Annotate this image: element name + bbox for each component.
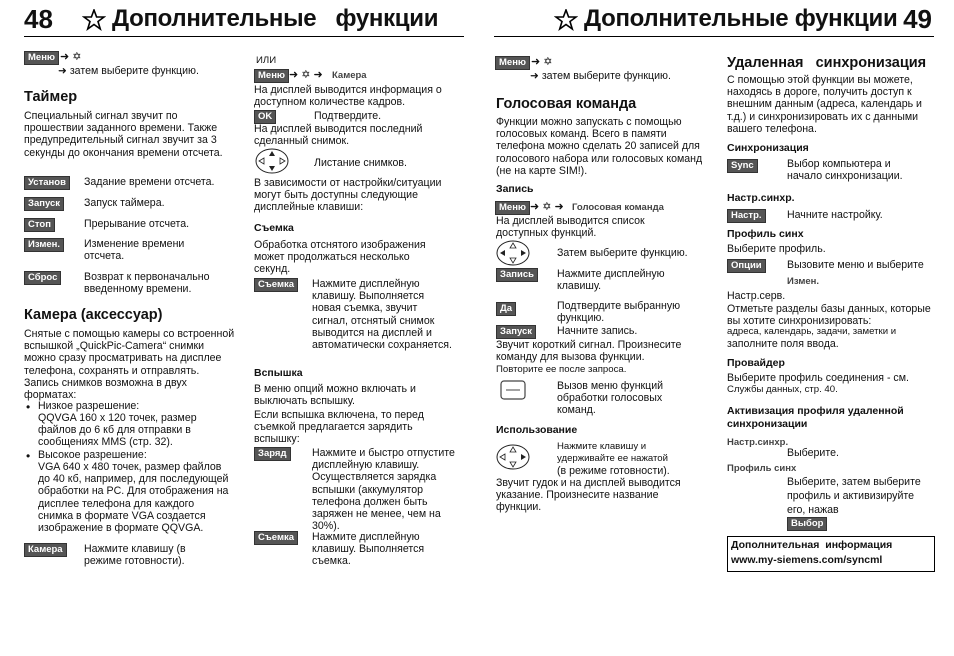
voice-p2: Звучит короткий сигнал. Произнесите команду для вызова функции.	[496, 339, 682, 364]
use-nav-text3: (в режиме готовности).	[557, 465, 670, 477]
timer-change-text: Изменение времени отсчета.	[84, 238, 185, 263]
settings-key-text: Начните настройку.	[787, 209, 883, 221]
voice-p4: Звучит гудок и на дисплей выводится указание. Произнесите название функции.	[496, 477, 681, 514]
voice-path-end: Голосовая команда	[572, 202, 664, 213]
camera-bullet1-text: QQVGA 160 x 120 точек, размер файлов до 6 кб для отправки в сообщениях MMS (стр. 32).	[38, 412, 197, 449]
sync-heading: Удаленная синхронизация	[727, 55, 927, 71]
act-key3: Выбор	[787, 517, 827, 531]
use-heading: Использование	[496, 424, 578, 436]
provider-heading: Провайдер	[727, 357, 785, 369]
camera-intro: Снятые с помощью камеры со встроенной вспышкой „QuickPic-Camera“ снимки можно сразу просматривать на дисплее телефона, сохранять и отправлять. Запись снимков возможна в двух форматах:	[24, 328, 235, 402]
or-label: ИЛИ	[256, 55, 277, 66]
menu-path-then: затем выберите функцию.	[541, 70, 671, 82]
timer-change-key: Измен.	[24, 238, 64, 252]
voice-intro: Функции можно запускать с помощью голосовых команд. Всего в памяти телефона можно сделать 20 записей для голосового набора или голосовых команд (не на карте SIM!).	[496, 116, 703, 177]
sync-p1: Отметьте разделы базы данных, которые вы хотите синхронизировать:	[727, 303, 931, 328]
menu-function-icon	[500, 380, 526, 405]
flash-heading: Вспышка	[254, 367, 303, 379]
activate-heading: Активизация профиля удаленной синхронизации	[727, 405, 904, 430]
timer-stop-key: Стоп	[24, 218, 55, 232]
record-key: Запись	[496, 268, 538, 282]
menu-path-then: затем выберите функцию.	[69, 65, 199, 77]
voice-heading: Голосовая команда	[496, 96, 637, 112]
yes-key-text: Подтвердите выбранную функцию.	[557, 300, 681, 325]
timer-start-key: Запуск	[24, 197, 64, 211]
shoot-key: Съемка	[254, 278, 298, 292]
options-key-text: Вызовите меню и выберите	[787, 259, 924, 271]
camera-path-end: Камера	[332, 70, 367, 81]
menu-path-text: ➜ затем выберите функцию.	[58, 65, 199, 77]
settings-key: Настр.	[727, 209, 766, 223]
navigation-key-icon	[496, 444, 530, 470]
bullet: •	[26, 400, 31, 414]
left-page-header	[24, 4, 464, 37]
menu-path-text: ➜ затем выберите функцию.	[530, 70, 671, 82]
left-page-number: 48	[24, 4, 53, 34]
sync-key: Sync	[727, 159, 758, 173]
info-url: www.my-siemens.com/syncml	[731, 554, 883, 566]
shoot-key-text: Нажмите дисплейную клавишу. Выполняется новая съемка, звучит сигнал, отснятый снимок выводится на дисплей и автоматически сохраняется.	[312, 278, 452, 352]
sync-p1c: заполните поля ввода.	[727, 338, 839, 350]
right-page-title: Дополнительные функции	[584, 5, 898, 32]
record-key-text: Нажмите дисплейную клавишу.	[557, 268, 665, 293]
yes-key: Да	[496, 302, 516, 316]
timer-set-text: Задание времени отсчета.	[84, 176, 215, 188]
right-page-number: 49	[903, 4, 932, 34]
right-page-header	[494, 4, 934, 37]
settings-heading: Настр.синхр.	[727, 192, 795, 204]
star-icon	[82, 9, 106, 36]
record-heading: Запись	[496, 183, 534, 195]
left-page-title: Дополнительные функции	[112, 5, 439, 32]
camera-bullet2-title: Высокое разрешение:	[38, 449, 147, 461]
sync-subheading: Синхронизация	[727, 142, 809, 154]
act-text2: Выберите, затем выберите профиль и активизируйте его, нажав	[787, 476, 921, 516]
timer-intro: Специальный сигнал звучит по прошествии заданного времени. Также предупредительный сигнал звучит за 3 секунды до окончания времени отсчета.	[24, 110, 223, 159]
camera-heading: Камера (аксессуар)	[24, 307, 163, 323]
arrow-icon: ➜ ✡	[60, 51, 82, 63]
menu-key: Меню	[254, 69, 289, 83]
shoot-heading: Съемка	[254, 222, 294, 234]
voice-nav-text: Затем выберите функцию.	[557, 247, 688, 259]
menu-key: Меню	[495, 56, 530, 70]
star-icon	[554, 9, 578, 36]
sync-intro: С помощью этой функции вы можете, находясь в дороге, получить доступ к внешним данным (адреса, календарь и т.д.) и синхронизировать их с данными вашего телефона.	[727, 74, 922, 135]
provider-text: Выберите профиль соединения - см.	[727, 372, 909, 384]
use-nav-text1: Нажмите клавишу и	[557, 441, 647, 452]
camera-key: Камера	[24, 543, 67, 557]
change-key: Измен.	[787, 276, 820, 287]
menu-key: Меню	[495, 201, 530, 215]
ok-key: OK	[254, 110, 276, 124]
shoot2-key: Съемка	[254, 531, 298, 545]
profile-text: Выберите профиль.	[727, 243, 826, 255]
col2-p2: На дисплей выводится последний сделанный снимок.	[254, 123, 423, 148]
shoot-text: Обработка отснятого изображения может продолжаться несколько секунд.	[254, 239, 426, 276]
col2-p3: В зависимости от настройки/ситуации могут быть доступны следующие дисплейные клавиши:	[254, 177, 442, 214]
arrow-icon: ➜ ✡	[531, 56, 553, 68]
timer-set-key: Установ	[24, 176, 70, 190]
provider-text2: Службы данных, стр. 40.	[727, 384, 838, 395]
profile-heading: Профиль синх	[727, 228, 804, 240]
flash-text2: Если вспышка включена, то перед съемкой предлагается зарядить вспышку:	[254, 409, 424, 446]
start-key: Запуск	[496, 325, 536, 339]
navigation-key-icon	[255, 148, 289, 174]
charge-text: Нажмите и быстро отпустите дисплейную клавишу. Осуществляется зарядка вспышки (аккумулятор телефона должен быть заряжен не менее, чем на 30%).	[312, 447, 455, 533]
bullet: •	[26, 449, 31, 463]
timer-heading: Таймер	[24, 89, 78, 105]
flash-text1: В меню опций можно включать и выключать вспышку.	[254, 383, 416, 408]
voice-p3: Вызов меню функций обработки голосовых команд.	[557, 380, 664, 417]
navigation-key-icon	[496, 240, 530, 266]
ok-text: Подтвердите.	[314, 110, 382, 122]
act-text1: Выберите.	[787, 447, 839, 459]
timer-reset-key: Сброс	[24, 271, 61, 285]
nav-text: Листание снимков.	[314, 157, 407, 169]
timer-stop-text: Прерывание отсчета.	[84, 218, 190, 230]
act-key2: Профиль синх	[727, 463, 797, 474]
voice-p2b: Повторите ее после запроса.	[496, 364, 627, 375]
shoot2-text: Нажмите дисплейную клавишу. Выполняется съемка.	[312, 531, 425, 568]
server-text: Настр.серв.	[727, 290, 786, 302]
arrow-icon: ➜ ✡ ➜	[289, 69, 323, 81]
camera-bullet2-text: VGA 640 x 480 точек, размер файлов до 40 кб, например, для последующей обработки на PC. Для отображения на дисплее телефона для каждого снимка в формате VGA создается изображение в формате QQVGA.	[38, 461, 229, 535]
voice-p1: На дисплей выводится список доступных функций.	[496, 215, 645, 240]
charge-key: Заряд	[254, 447, 291, 461]
start-key-text: Начните запись.	[557, 325, 638, 337]
camera-bullet1-title: Низкое разрешение:	[38, 400, 140, 412]
timer-start-text: Запуск таймера.	[84, 197, 165, 209]
sync-key-text: Выбор компьютера и начало синхронизации.	[787, 158, 903, 183]
act-key1: Настр.синхр.	[727, 437, 789, 448]
col2-p1: На дисплей выводится информация о доступном количестве кадров.	[254, 84, 442, 109]
sync-p1b: адреса, календарь, задачи, заметки и	[727, 326, 897, 337]
timer-reset-text: Возврат к первоначально введенному времени.	[84, 271, 210, 296]
options-key: Опции	[727, 259, 766, 273]
info-title: Дополнительная информация	[731, 539, 893, 551]
use-nav-text2: удерживайте ее нажатой	[557, 453, 668, 464]
camera-key-text: Нажмите клавишу (в режиме готовности).	[84, 543, 186, 568]
menu-key: Меню	[24, 51, 59, 65]
arrow-icon: ➜ ✡ ➜	[530, 201, 564, 213]
